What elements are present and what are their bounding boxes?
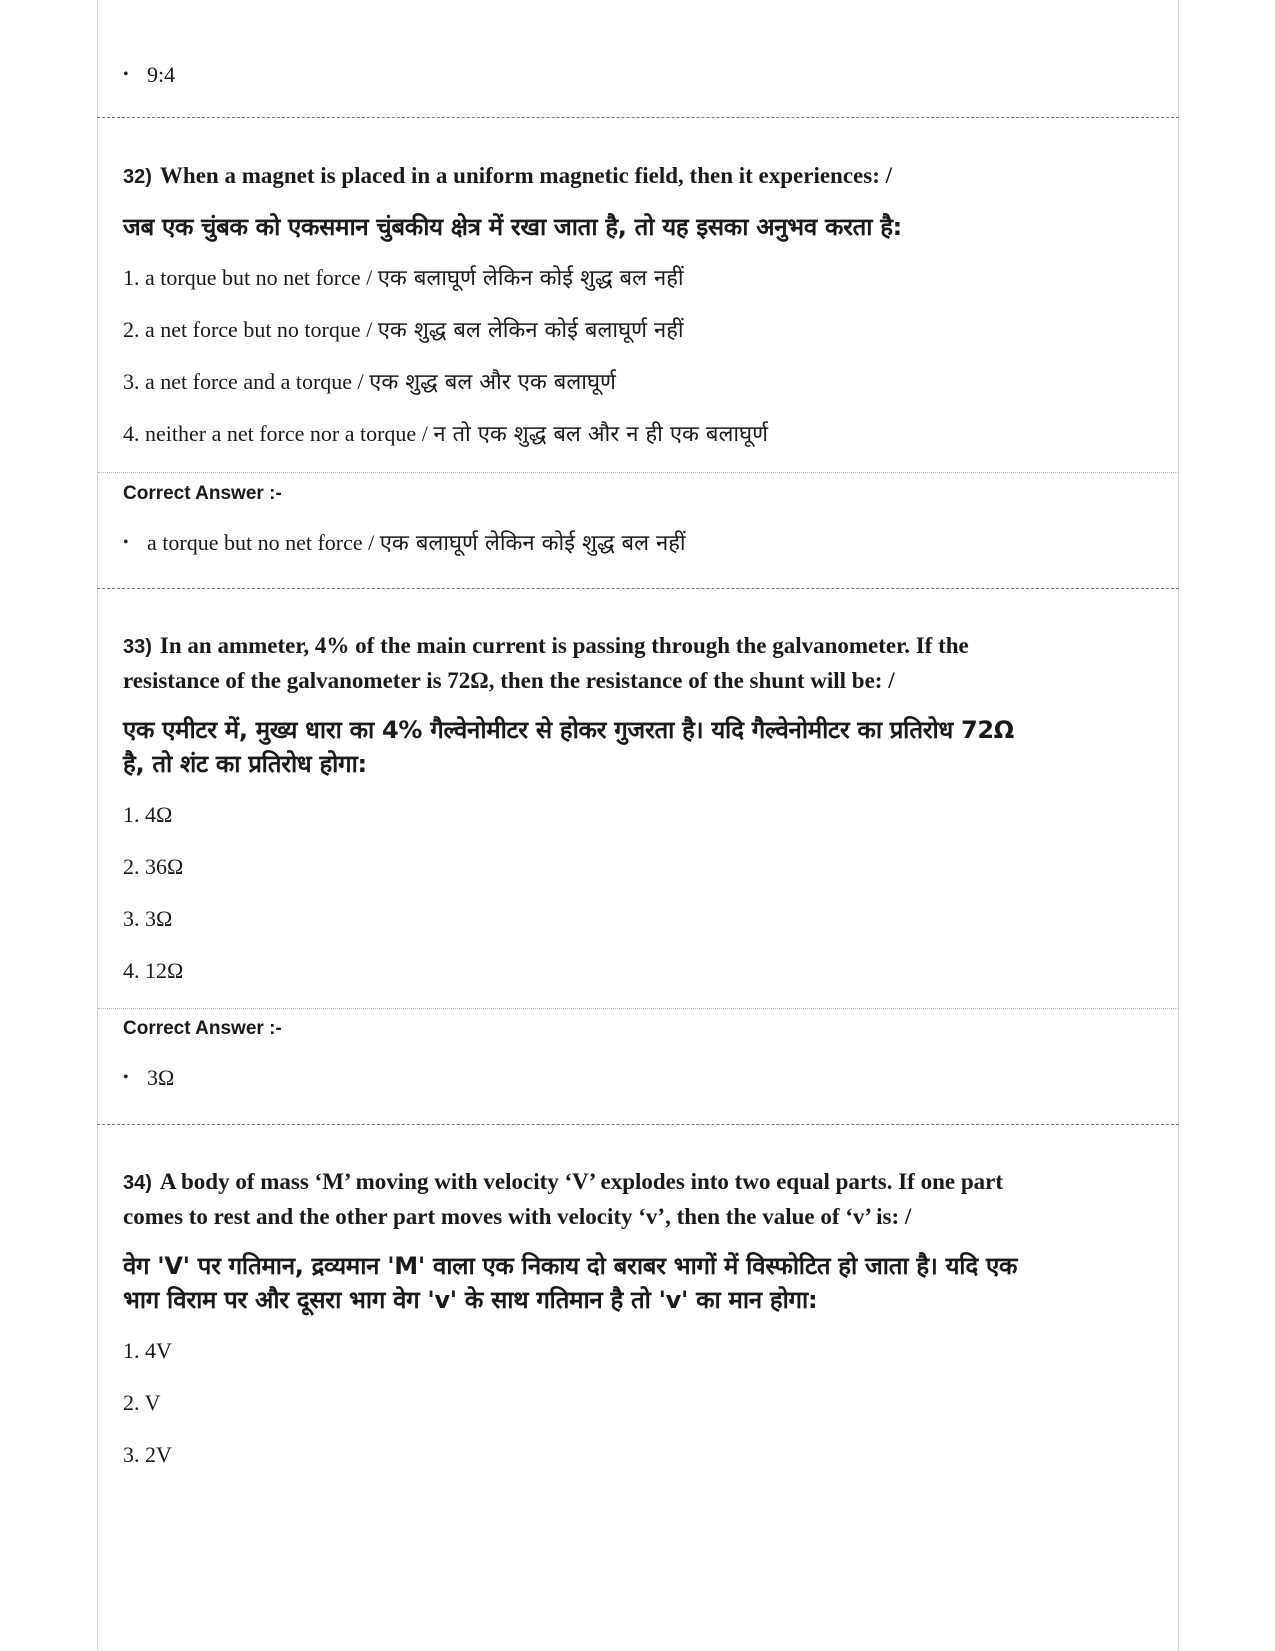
question-separator <box>97 588 1179 589</box>
question-33-text-en: 33) In an ammeter, 4% of the main current is passing through the galvanometer. If the resistance of the galvanometer is 72Ω, then the resistance of the shunt will be: / <box>123 633 969 693</box>
question-34-text-en: 34) A body of mass ‘M’ moving with velocity ‘V’ explodes into two equal parts. If one part comes to rest and the other part moves with velocity ‘v’, then the value of ‘v’ is: / <box>123 1169 1003 1229</box>
prev-answer-text: 9:4 <box>147 62 176 87</box>
correct-answer-label: Correct Answer :- <box>123 1018 282 1039</box>
question-number: 33) <box>123 636 152 658</box>
page-frame <box>97 0 1179 1651</box>
question-32-option-2: 2. a net force but no torque / एक शुद्ध बल लेकिन कोई बलाघूर्ण नहीं <box>123 317 684 343</box>
question-separator <box>97 1124 1179 1125</box>
question-34-text-hi: वेग 'V' पर गतिमान, द्रव्यमान 'M' वाला एक निकाय दो बराबर भागों में विस्फोटित हो जाता है। यदि एक भाग विराम पर और दूसरा भाग वेग 'v' के साथ गतिमान है तो 'v' का मान होगा: <box>123 1252 1018 1314</box>
question-33-option-4: 4. 12Ω <box>123 958 184 983</box>
answer-separator <box>98 472 1178 473</box>
question-33-correct-answer: • 3Ω <box>123 1063 174 1093</box>
question-32-option-1: 1. a torque but no net force / एक बलाघूर्ण लेकिन कोई शुद्ध बल नहीं <box>123 265 684 291</box>
bullet-icon: • <box>123 1069 129 1086</box>
answer-separator <box>98 1008 1178 1009</box>
question-32-text-en: 32) When a magnet is placed in a uniform magnetic field, then it experiences: / <box>123 163 893 188</box>
question-33-text-hi: एक एमीटर में, मुख्य धारा का 4% गैल्वेनोमीटर से होकर गुजरता है। यदि गैल्वेनोमीटर का प्रतिरोध 72Ω है, तो शंट का प्रतिरोध होगा: <box>123 716 1014 778</box>
question-number: 34) <box>123 1172 152 1194</box>
question-number: 32) <box>123 166 152 188</box>
question-separator <box>97 117 1179 118</box>
question-32-option-4: 4. neither a net force nor a torque / न तो एक शुद्ध बल और न ही एक बलाघूर्ण <box>123 421 769 447</box>
question-33-option-2: 2. 36Ω <box>123 854 184 879</box>
question-34-option-1: 1. 4V <box>123 1338 172 1363</box>
question-33-option-3: 3. 3Ω <box>123 906 173 931</box>
correct-answer-label: Correct Answer :- <box>123 483 282 504</box>
question-32-correct-answer: • a torque but no net force / एक बलाघूर्ण लेकिन कोई शुद्ध बल नहीं <box>123 530 686 556</box>
bullet-icon: • <box>123 66 129 83</box>
question-32-text-hi: जब एक चुंबक को एकसमान चुंबकीय क्षेत्र में रखा जाता है, तो यह इसका अनुभव करता है: <box>123 213 902 241</box>
question-34-option-3: 3. 2V <box>123 1442 172 1467</box>
question-33-option-1: 1. 4Ω <box>123 802 173 827</box>
prev-answer-item <box>123 60 175 90</box>
bullet-icon: • <box>123 534 129 551</box>
question-34-option-2: 2. V <box>123 1390 161 1415</box>
question-32-option-3: 3. a net force and a torque / एक शुद्ध बल और एक बलाघूर्ण <box>123 369 616 395</box>
